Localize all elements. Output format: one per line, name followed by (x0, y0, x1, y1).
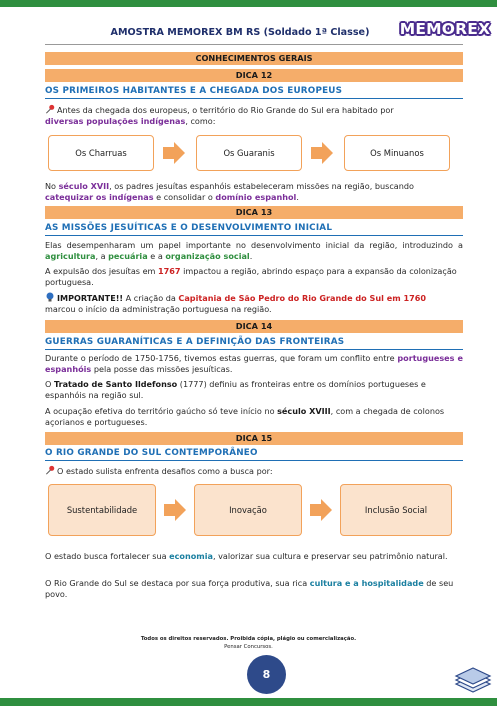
arrow-right-icon (163, 142, 185, 164)
footer-rights: Todos os direitos reservados. Proibida cópia, plágio ou comercialização. (140, 636, 357, 642)
flow-box-guaranis: Os Guaranis (196, 135, 302, 171)
dica-14-paragraph-1: Durante o período de 1750-1756, tivemos estas guerras, que foram um conflito entre portugueses e espanhóis pela posse das missões jesuíticas. (45, 353, 463, 375)
dica-13-band: DICA 13 (45, 206, 463, 219)
dica-13-heading: AS MISSÕES JESUÍTICAS E O DESENVOLVIMENTO INICIAL (45, 223, 333, 233)
dica-13-rule (45, 235, 463, 236)
page-number: 8 (247, 655, 286, 694)
dica-13-paragraph-2: A expulsão dos jesuítas em 1767 impactou a região, abrindo espaço para a expansão da colonização portuguesa. (45, 266, 457, 288)
flow-box-sustentabilidade: Sustentabilidade (48, 484, 156, 536)
dica-12-band: DICA 12 (45, 69, 463, 82)
dica-14-band: DICA 14 (45, 320, 463, 333)
dica-14-paragraph-3: A ocupação efetiva do território gaúcho só teve início no século XVIII, com a chegada de colonos açorianos e portugueses. (45, 406, 445, 428)
memorex-logo (398, 17, 492, 47)
arrow-right-icon (311, 142, 333, 164)
dica-12-paragraph: No século XVII, os padres jesuítas espanhóis estabeleceram missões na região, buscando catequizar os indígenas e consolidar o domínio espanhol. (45, 181, 414, 203)
pushpin-icon (45, 104, 56, 114)
header-divider (45, 44, 463, 45)
top-green-bar (0, 0, 497, 7)
stacked-layers-icon (452, 666, 494, 696)
dica-15-paragraph-1: O estado busca fortalecer sua economia, valorizar sua cultura e preservar seu patrimônio natural. (45, 551, 448, 561)
topic-band: CONHECIMENTOS GERAIS (45, 52, 463, 65)
dica-14-paragraph-2: O Tratado de Santo Ildefonso (1777) definiu as fronteiras entre os domínios portugueses e espanhóis na região sul. (45, 379, 426, 401)
document-title: AMOSTRA MEMOREX BM RS (Soldado 1ª Classe) (110, 27, 370, 38)
flow-box-charruas: Os Charruas (48, 135, 154, 171)
dica-13-important: IMPORTANTE!! A criação da Capitania de São Pedro do Rio Grande do Sul em 1760 marcou o início da administração portuguesa na região. (45, 293, 427, 315)
dica-15-intro: O estado sulista enfrenta desafios como a busca por: (45, 465, 463, 477)
footer-publisher: Pensar Concursos. (224, 644, 273, 650)
dica-12-intro: Antes da chegada dos europeus, o território do Rio Grande do Sul era habitado por diversas populações indígenas, como: (45, 105, 394, 127)
arrow-right-icon (164, 499, 186, 521)
dica-15-band: DICA 15 (45, 432, 463, 445)
dica-12-heading: OS PRIMEIROS HABITANTES E A CHEGADA DOS EUROPEUS (45, 86, 343, 96)
dica-15-paragraph-2: O Rio Grande do Sul se destaca por sua força produtiva, sua rica cultura e a hospitalidade de seu povo. (45, 578, 454, 600)
lightbulb-icon (45, 292, 55, 302)
bottom-green-bar (0, 698, 497, 706)
dica-15-heading: O RIO GRANDE DO SUL CONTEMPORÂNEO (45, 448, 258, 458)
dica-14-heading: GUERRAS GUARANÍTICAS E A DEFINIÇÃO DAS FRONTEIRAS (45, 337, 345, 347)
flow-box-inovacao: Inovação (194, 484, 302, 536)
pushpin-icon (45, 465, 56, 475)
dica-12-rule (45, 98, 463, 99)
dica-14-rule (45, 349, 463, 350)
flow-box-minuanos: Os Minuanos (344, 135, 450, 171)
logo-text: MEMOREX (399, 20, 491, 38)
flow-box-inclusao-social: Inclusão Social (340, 484, 452, 536)
arrow-right-icon (310, 499, 332, 521)
dica-15-rule (45, 460, 463, 461)
dica-13-paragraph-1: Elas desempenharam um papel importante no desenvolvimento inicial da região, introduzindo a agricultura, a pecuária e a organização social. (45, 240, 463, 262)
